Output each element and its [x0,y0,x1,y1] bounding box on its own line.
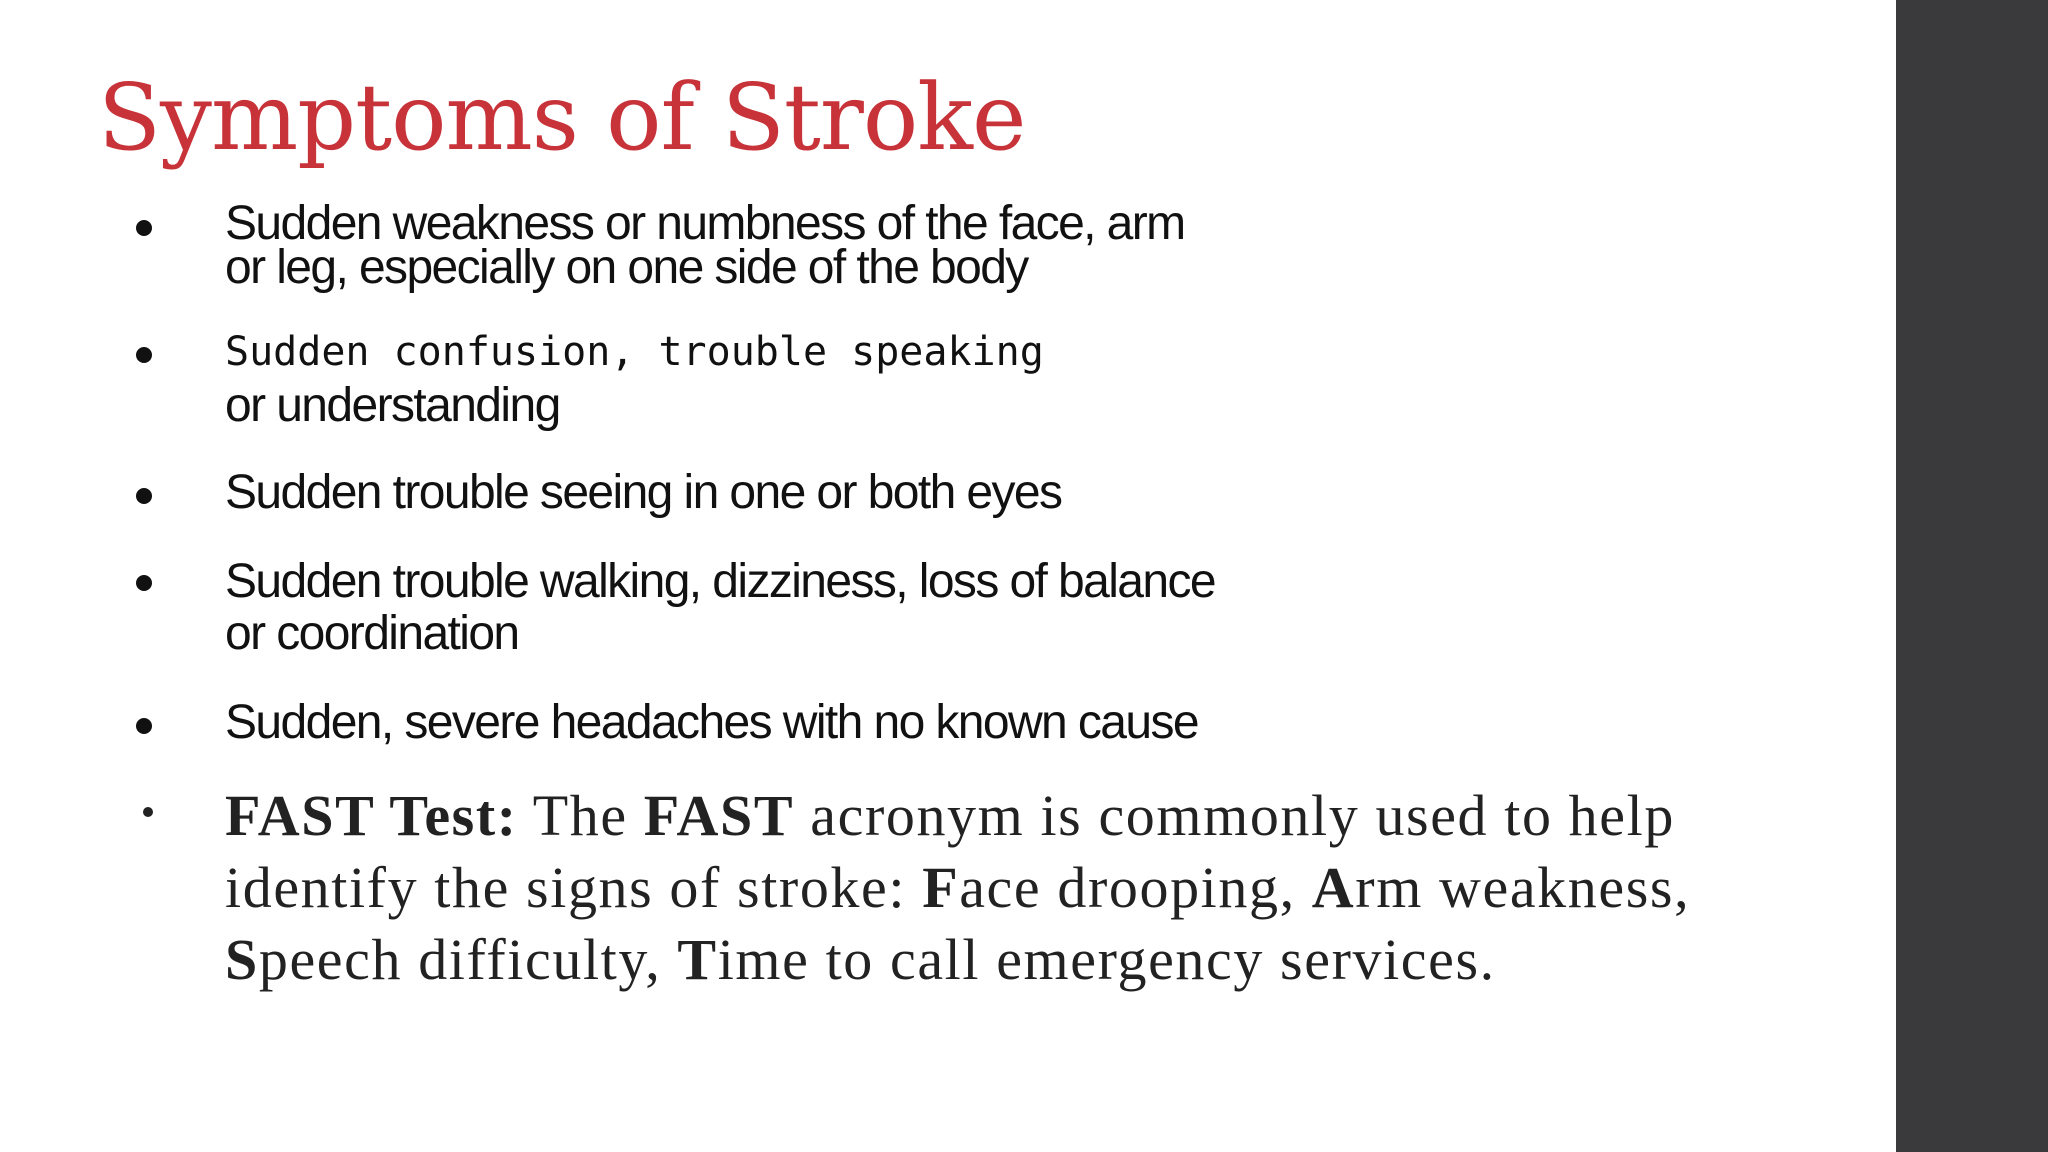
bullet-text [225,467,1061,519]
bullet-line: or coordination [225,607,519,660]
slide-title: Symptoms of Stroke [98,64,1026,171]
fast-letter-t: T [677,927,718,992]
fast-rest-s: peech difficulty, [258,927,678,992]
bullet-line: Sudden, severe headaches with no known cause [225,696,1198,749]
fast-test-paragraph [225,780,1705,996]
bullet-text [225,556,1215,660]
bullet-text [225,324,1044,432]
fast-acronym: FAST [643,783,795,848]
bullet-icon [136,220,152,236]
fast-letter-s: S [225,927,259,992]
bullet-line: Sudden confusion, trouble speaking [225,329,1044,375]
bullet-icon [143,807,153,817]
fast-label: FAST Test: [225,783,518,848]
bullet-line: Sudden weakness or numbness of the face, arm [225,197,1185,250]
fast-text-b: acronym is commonly used to help identify the signs of stroke: [225,783,1675,920]
sidebar-panel [1896,0,2048,1152]
bullet-text [225,197,1185,294]
bullet-icon [136,488,152,504]
bullet-line: Sudden trouble walking, dizziness, loss of balance [225,555,1215,608]
fast-rest-a: rm weakness, [1355,855,1691,920]
bullet-icon [136,575,152,591]
bullet-icon [136,718,152,734]
bullet-text [225,697,1198,749]
fast-rest-f: ace drooping, [959,855,1312,920]
bullet-line: or leg, especially on one side of the body [225,241,1028,294]
fast-letter-f: F [922,855,960,920]
fast-letter-a: A [1311,855,1356,920]
bullet-icon [136,347,152,363]
fast-rest-t: ime to call emergency services. [717,927,1496,992]
bullet-line: Sudden trouble seeing in one or both eyes [225,466,1062,519]
fast-text-a: The [517,783,644,848]
bullet-line: or understanding [225,379,560,432]
